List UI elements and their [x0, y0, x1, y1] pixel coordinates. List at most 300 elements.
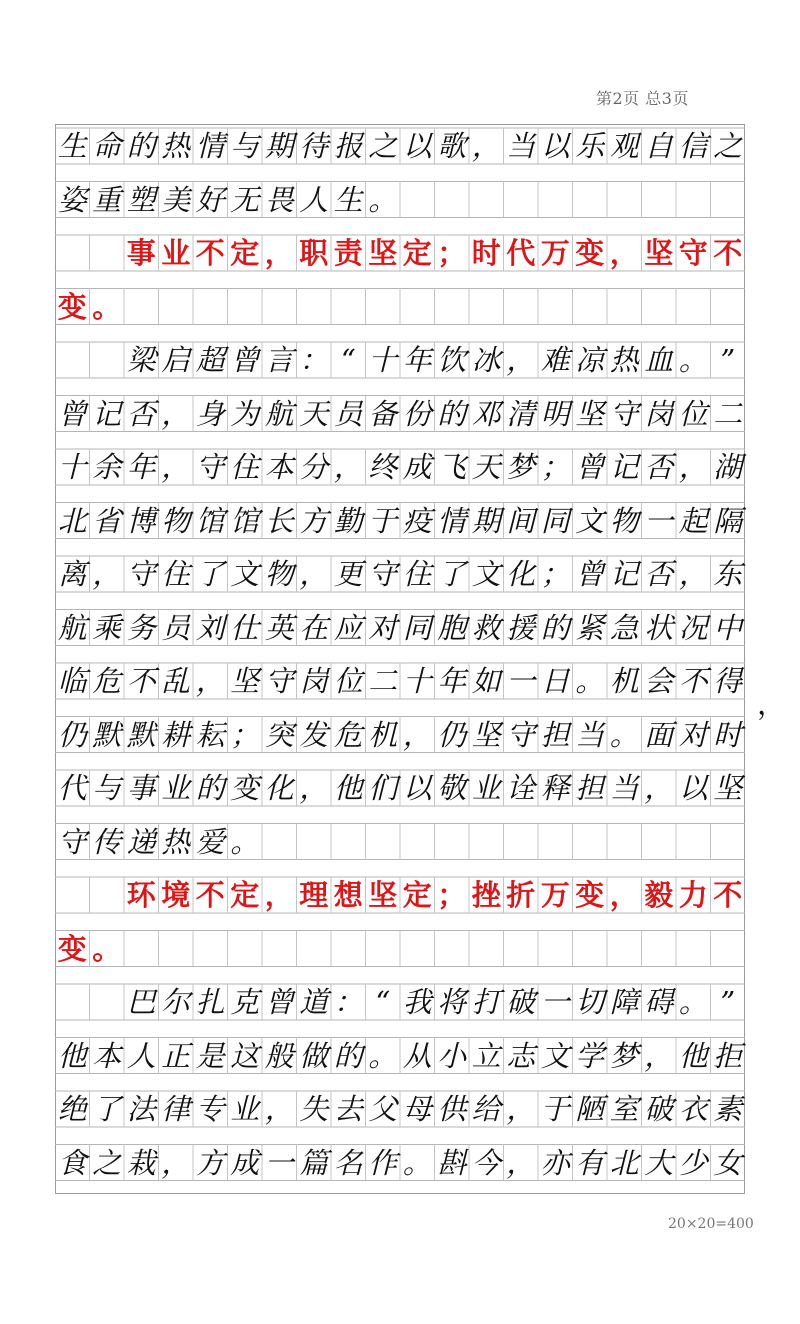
grid-char: 记	[92, 396, 122, 431]
grid-char: ；	[540, 450, 570, 484]
grid-char: ，	[161, 1145, 191, 1180]
grid-char: 危	[333, 717, 363, 752]
grid-char: ；	[437, 236, 467, 270]
grid-char: 坚	[471, 717, 501, 752]
grid-char: 救	[471, 610, 501, 645]
grid-char: 况	[678, 610, 708, 645]
grid-char: ，	[506, 1145, 536, 1180]
grid-char: 万	[540, 878, 570, 912]
grid-char: 道	[299, 985, 329, 1019]
grid-char: 十	[402, 664, 432, 698]
grid-char: ，	[264, 1092, 294, 1126]
grid-char: 母	[402, 1092, 432, 1126]
text-row	[55, 182, 745, 218]
grid-char: 生	[333, 182, 363, 217]
grid-char: 守	[678, 236, 708, 270]
grid-char: 对	[368, 610, 398, 645]
grid-char: 篇	[299, 1145, 329, 1180]
grid-char: 的	[437, 396, 467, 431]
grid-char: 定	[230, 236, 260, 270]
grid-char: 做	[299, 1038, 329, 1073]
grid-char: 专	[195, 1092, 225, 1126]
grid-char: 耘	[195, 717, 225, 752]
grid-char: ，	[609, 236, 639, 270]
grid-char: 作	[368, 1145, 398, 1180]
grid-char: 理	[299, 878, 329, 912]
grid-char: 清	[506, 396, 536, 431]
grid-char: 省	[92, 503, 122, 538]
grid-char: 的	[195, 771, 225, 805]
grid-char: 对	[678, 717, 708, 752]
grid-char: 折	[506, 878, 536, 912]
grid-char: 大	[644, 1145, 674, 1180]
grid-char: 默	[92, 717, 122, 752]
grid-char: 待	[299, 129, 329, 163]
grid-char: 切	[575, 985, 605, 1019]
grid-char: ，	[92, 557, 122, 591]
grid-char: 万	[540, 236, 570, 270]
grid-char: 以	[540, 129, 570, 163]
text-row	[55, 1038, 745, 1074]
grid-char: 事	[126, 771, 156, 805]
grid-char: 定	[402, 878, 432, 912]
grid-char: 记	[609, 557, 639, 591]
text-row	[55, 449, 745, 485]
grid-char: 梁	[126, 343, 156, 377]
grid-char: 担	[575, 771, 605, 805]
grid-char: ；	[540, 557, 570, 591]
grid-char: ，	[644, 771, 674, 805]
grid-char: 余	[92, 450, 122, 484]
grid-char: 起	[678, 503, 708, 538]
grid-char: 名	[333, 1145, 363, 1180]
grid-char: ，	[506, 1092, 536, 1126]
grid-char: 自	[644, 129, 674, 163]
grid-char: 东	[713, 557, 743, 591]
grid-char: 破	[644, 1092, 674, 1126]
grid-char: 敬	[437, 771, 467, 805]
grid-char: 会	[644, 664, 674, 698]
grid-char: 当	[506, 129, 536, 163]
text-row	[55, 717, 745, 753]
grid-char: 好	[195, 182, 225, 217]
grid-char: 当	[609, 771, 639, 805]
grid-char: 热	[161, 129, 191, 163]
grid-char: 当	[575, 717, 605, 752]
grid-char: 难	[540, 343, 570, 377]
grid-char: 将	[437, 985, 467, 1019]
grid-char: 否	[644, 557, 674, 591]
grid-char: 位	[333, 664, 363, 698]
grid-char: 重	[92, 182, 122, 217]
grid-char: 室	[609, 1092, 639, 1126]
grid-char: 十	[57, 450, 87, 484]
grid-char	[55, 877, 90, 913]
grid-char: 仍	[437, 717, 467, 752]
grid-char: 的	[333, 1038, 363, 1073]
grid-char: 业	[230, 1092, 260, 1126]
grid-char: 十	[368, 343, 398, 377]
grid-char: 热	[609, 343, 639, 377]
grid-char: ，	[506, 343, 536, 377]
grid-char: 凉	[575, 343, 605, 377]
text-row	[55, 610, 745, 646]
grid-char: 栽	[126, 1145, 156, 1180]
grid-char: 。	[230, 824, 260, 859]
grid-char: 以	[678, 771, 708, 805]
grid-char: ，	[264, 236, 294, 270]
grid-char: 化	[506, 557, 536, 591]
grid-char: 巴	[126, 985, 156, 1019]
grid-char: 正	[161, 1038, 191, 1073]
grid-char: 天	[299, 396, 329, 431]
grid-char: 博	[126, 503, 156, 538]
grid-char: 否	[644, 450, 674, 484]
grid-char: 毅	[644, 878, 674, 912]
grid-char: 终	[368, 450, 398, 484]
grid-char: 物	[161, 503, 191, 538]
grid-char: 如	[471, 664, 501, 698]
grid-char: 启	[161, 343, 191, 377]
grid-char: 变	[575, 236, 605, 270]
grid-char: 长	[264, 503, 294, 538]
grid-char: 守	[195, 450, 225, 484]
grid-char: 一	[264, 1145, 294, 1180]
grid-char	[90, 877, 125, 913]
text-row	[55, 663, 745, 699]
grid-char: 障	[609, 985, 639, 1019]
grid-char: 不	[195, 236, 225, 270]
grid-char: 得	[713, 664, 743, 698]
grid-char: 之	[368, 129, 398, 163]
grid-char: 今	[471, 1145, 501, 1180]
grid-char: 超	[195, 343, 225, 377]
grid-char: 隔	[713, 503, 743, 538]
grid-char: 飞	[437, 450, 467, 484]
grid-char: 于	[540, 1092, 570, 1126]
grid-char: 与	[230, 129, 260, 163]
grid-char: 坚	[644, 236, 674, 270]
grid-char: 一	[540, 985, 570, 1019]
grid-char: 绝	[57, 1092, 87, 1126]
grid-char: 爱	[195, 824, 225, 859]
grid-char: 传	[92, 824, 122, 859]
heading-row	[55, 235, 745, 271]
grid-char: 之	[713, 129, 743, 163]
grid-char: 记	[609, 450, 639, 484]
grid-char: 不	[195, 878, 225, 912]
grid-char: 扎	[195, 985, 225, 1019]
grid-char: 不	[713, 878, 743, 912]
grid-char: 年	[402, 343, 432, 377]
grid-char: 份	[402, 396, 432, 431]
grid-char: 一	[506, 664, 536, 698]
grid-char: ；	[437, 878, 467, 912]
grid-char: 临	[57, 664, 87, 698]
text-row	[55, 1091, 745, 1127]
grid-char: 住	[161, 557, 191, 591]
grid-char: 仍	[57, 717, 87, 752]
grid-char: ，	[471, 129, 501, 163]
grid-char: 默	[126, 717, 156, 752]
text-row	[55, 770, 745, 806]
grid-char: 定	[402, 236, 432, 270]
grid-char: 。	[678, 985, 708, 1019]
grid-char: 业	[161, 771, 191, 805]
grid-char: 定	[230, 878, 260, 912]
text-row	[55, 984, 745, 1020]
grid-char: 否	[126, 396, 156, 431]
grid-char: 曾	[57, 396, 87, 431]
grid-char	[90, 984, 125, 1020]
grid-char: 生	[57, 129, 87, 163]
grid-char: 无	[230, 182, 260, 217]
grid-char: 衣	[678, 1092, 708, 1126]
grid-char: 代	[506, 236, 536, 270]
heading-row	[55, 931, 745, 967]
grid-char: 。	[92, 289, 122, 324]
grid-char: 递	[126, 824, 156, 859]
grid-char: 父	[368, 1092, 398, 1126]
grid-char: 梦	[506, 450, 536, 484]
grid-char: 同	[402, 610, 432, 645]
grid-char: 供	[437, 1092, 467, 1126]
grid-char: 。	[402, 1145, 432, 1180]
grid-char: 热	[161, 824, 191, 859]
grid-char: 一	[644, 503, 674, 538]
grid-char: 。	[368, 182, 398, 217]
grid-char: ：	[333, 985, 363, 1019]
grid-char: 观	[609, 129, 639, 163]
grid-char: 他	[678, 1038, 708, 1073]
grid-char: 业	[471, 771, 501, 805]
grid-char: ，	[678, 450, 708, 484]
grid-char: 援	[506, 610, 536, 645]
grid-char: 般	[264, 1038, 294, 1073]
grid-char: 变	[57, 289, 87, 324]
grid-char: ，	[299, 771, 329, 805]
text-row	[55, 503, 745, 539]
grid-char: “	[375, 985, 391, 1019]
grid-char: 本	[92, 1038, 122, 1073]
grid-char: 坚	[230, 664, 260, 698]
grid-char: 血	[644, 343, 674, 377]
grid-char: 身	[195, 396, 225, 431]
grid-char: 。	[609, 717, 639, 752]
grid-char: ，	[161, 396, 191, 431]
grid-char: ，	[402, 717, 432, 752]
grid-char: 担	[540, 717, 570, 752]
grid-char: 间	[506, 503, 536, 538]
grid-char: 的	[126, 129, 156, 163]
grid-char: 方	[299, 503, 329, 538]
grid-char: 离	[57, 557, 87, 591]
grid-char: 素	[713, 1092, 743, 1126]
grid-char: 文	[540, 1038, 570, 1073]
grid-char: 他	[333, 771, 363, 805]
grid-char: 言	[264, 343, 294, 377]
grid-char: 北	[57, 503, 87, 538]
grid-char: 突	[264, 717, 294, 752]
grid-char: 时	[713, 717, 743, 752]
grid-char: 的	[540, 610, 570, 645]
grid-char: 有	[575, 1145, 605, 1180]
grid-char: 刘	[195, 610, 225, 645]
grid-char: 守	[264, 664, 294, 698]
grid-char: 陋	[575, 1092, 605, 1126]
grid-char: 航	[57, 610, 87, 645]
grid-char: 了	[437, 557, 467, 591]
grid-char: ，	[299, 557, 329, 591]
grid-char: 文	[575, 503, 605, 538]
grid-char: 守	[126, 557, 156, 591]
grid-char: 馆	[195, 503, 225, 538]
grid-char: 律	[161, 1092, 191, 1126]
grid-char: 命	[92, 129, 122, 163]
grid-char: 住	[230, 450, 260, 484]
grid-char: 物	[609, 503, 639, 538]
grid-char: 乱	[161, 664, 191, 698]
grid-char: 员	[161, 610, 191, 645]
grid-char: 变	[230, 771, 260, 805]
grid-char: 拒	[713, 1038, 743, 1073]
grid-char: 耕	[161, 717, 191, 752]
grid-char: 日	[540, 664, 570, 698]
grid-char: 美	[161, 182, 191, 217]
page-number: 第2页 总3页	[596, 89, 689, 108]
grid-char: 不	[678, 664, 708, 698]
grid-char: 这	[230, 1038, 260, 1073]
grid-char: 疫	[402, 503, 432, 538]
grid-char: 胞	[437, 610, 467, 645]
grid-char: 尔	[161, 985, 191, 1019]
text-row	[55, 128, 745, 164]
grid-char: 情	[437, 503, 467, 538]
grid-char: 信	[678, 129, 708, 163]
grid-char: 了	[92, 1092, 122, 1126]
grid-char: 应	[333, 610, 363, 645]
grid-char: 以	[402, 771, 432, 805]
grid-char: 食	[57, 1145, 87, 1180]
grid-char: 乘	[92, 610, 122, 645]
grid-char: 境	[161, 878, 191, 912]
grid-char: 力	[678, 878, 708, 912]
grid-char	[90, 235, 125, 271]
grid-char: 物	[264, 557, 294, 591]
grid-char: 给	[471, 1092, 501, 1126]
grid-char: 破	[506, 985, 536, 1019]
grid-char: 状	[644, 610, 674, 645]
grid-char: 为	[230, 396, 260, 431]
grid-char: ；	[230, 717, 260, 752]
grid-char: 湖	[713, 450, 743, 484]
grid-char: ”	[720, 985, 736, 1019]
grid-char: 坚	[575, 396, 605, 431]
grid-char: 歌	[437, 129, 467, 163]
grid-char: 于	[368, 503, 398, 538]
grid-char: 法	[126, 1092, 156, 1126]
grid-char: 想	[333, 878, 363, 912]
grid-char: 饮	[437, 343, 467, 377]
grid-char: 失	[299, 1092, 329, 1126]
text-row	[55, 556, 745, 592]
grid-char: 打	[471, 985, 501, 1019]
grid-char: 曾	[575, 450, 605, 484]
grid-char: 梦	[609, 1038, 639, 1073]
grid-char: 本	[264, 450, 294, 484]
grid-char: 环	[126, 878, 156, 912]
grid-char: 年	[126, 450, 156, 484]
grid-char: 守	[609, 396, 639, 431]
grid-char: 务	[126, 610, 156, 645]
grid-char: 碍	[644, 985, 674, 1019]
grid-char: ，	[161, 450, 191, 484]
grid-char: 畏	[264, 182, 294, 217]
grid-char: 他	[57, 1038, 87, 1073]
grid-char: 更	[333, 557, 363, 591]
grid-char	[55, 235, 90, 271]
grid-char: 分	[299, 450, 329, 484]
grid-char: 文	[230, 557, 260, 591]
grid-char: 坚	[368, 236, 398, 270]
grid-char: 曾	[264, 985, 294, 1019]
grid-char: 释	[540, 771, 570, 805]
grid-char: 亦	[540, 1145, 570, 1180]
grid-char: 立	[471, 1038, 501, 1073]
grid-char: 二	[713, 396, 743, 431]
grid-char: 我	[402, 985, 432, 1019]
grid-char: 学	[575, 1038, 605, 1073]
grid-char: 。	[92, 931, 122, 966]
grid-char: 馆	[230, 503, 260, 538]
grid-char: 们	[368, 771, 398, 805]
grid-char: 责	[333, 236, 363, 270]
grid-char: 曾	[230, 343, 260, 377]
grid-char: 紧	[575, 610, 605, 645]
grid-char: 诠	[506, 771, 536, 805]
grid-char: 职	[299, 236, 329, 270]
grid-char: 塑	[126, 182, 156, 217]
grid-char: 曾	[575, 557, 605, 591]
grid-char: 中	[713, 610, 743, 645]
grid-char: 守	[57, 824, 87, 859]
grid-char: 姿	[57, 182, 87, 217]
text-row	[55, 1145, 745, 1181]
grid-char: ：	[299, 343, 329, 377]
grid-char: 。	[575, 664, 605, 698]
grid-count-label: 20×20=400	[668, 1216, 754, 1232]
grid-char: 不	[126, 664, 156, 698]
grid-lines	[55, 124, 745, 1194]
grid-char: 仕	[230, 610, 260, 645]
grid-char: 成	[402, 450, 432, 484]
grid-char: 年	[437, 664, 467, 698]
grid-char: 业	[161, 236, 191, 270]
writing-grid	[55, 124, 745, 1194]
grid-char: 志	[506, 1038, 536, 1073]
grid-char: ，	[333, 450, 363, 484]
grid-char: 在	[299, 610, 329, 645]
grid-char: 人	[126, 1038, 156, 1073]
grid-char: 。	[678, 343, 708, 377]
grid-char: 代	[57, 771, 87, 805]
grid-char: ”	[720, 343, 736, 377]
grid-char: 面	[644, 717, 674, 752]
grid-char: 机	[609, 664, 639, 698]
grid-char: 明	[540, 396, 570, 431]
grid-char	[55, 342, 90, 378]
heading-row	[55, 877, 745, 913]
